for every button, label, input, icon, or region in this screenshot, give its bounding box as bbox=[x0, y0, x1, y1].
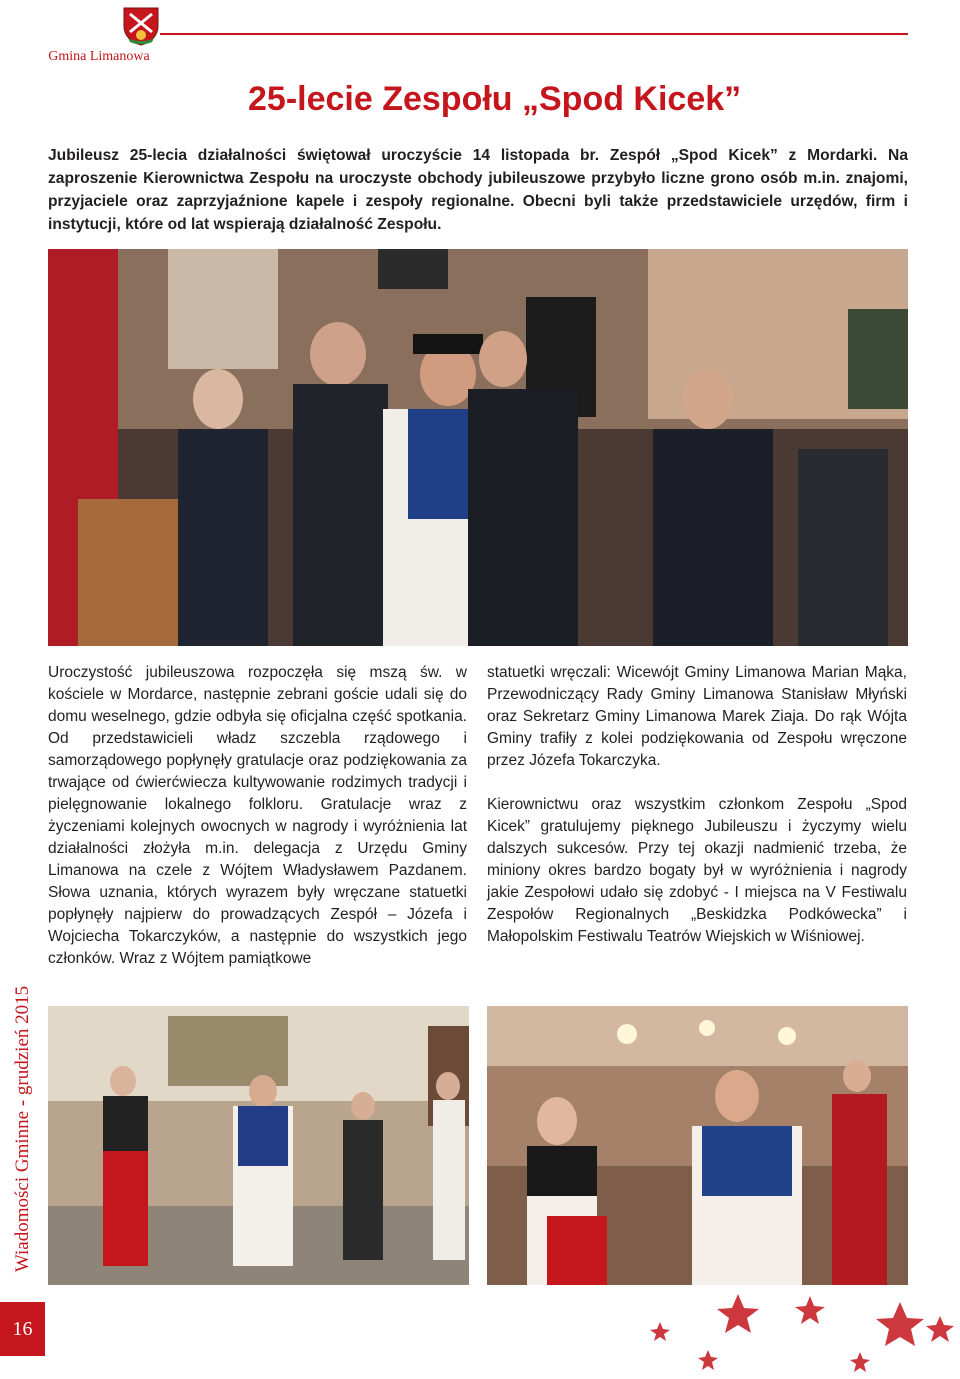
folk-dancers-photo-left bbox=[48, 1006, 469, 1285]
coat-of-arms-icon bbox=[122, 6, 160, 46]
column-right-paragraph-1: statuetki wręczali: Wicewójt Gminy Limanowa Marian Mąka, Przewodniczący Rady Gminy Limanowa Stanisław Młyński oraz Sekretarz Gminy Limanowa Marek Ziaja. Do rąk Wójta Gminy trafiły z kolei podziękowania od Zespołu wręczone przez Józefa Tokarczyka. bbox=[487, 664, 907, 769]
star-icon bbox=[926, 1316, 954, 1342]
decorative-stars bbox=[600, 1282, 960, 1379]
gmina-logo bbox=[44, 2, 154, 66]
page-number: 16 bbox=[12, 1318, 33, 1340]
star-icon bbox=[717, 1294, 759, 1333]
column-left-text: Uroczystość jubileuszowa rozpoczęła się mszą św. w kościele w Mordarce, następnie zebrani goście udali się do domu weselnego, gdzie odbyła się oficjalna część spotkania. Od przedstawicieli władz szczebla rządowego i samorządowego popłynęły gratulacje oraz podziękowania za trwające od ćwierćwiecza kultywowanie rodzimych tradycji i pielęgnowanie lokalnego folkloru. Gratulacje wraz z życzeniami kolejnych owocnych w nagrody i wyróżnienia lat działalności złożyła m.in. delegacja z Urzędu Gminy Limanowa na czele z Wójtem Władysławem Pazdanem. Słowa uznania, których wyrazem były wręczane statuetki popłynęły najpierw do prowadzących Zespół – Józefa i Wojciecha Tokarczyków, a następnie do wszystkich jego członków. Wraz z Wójtem pamiątkowe bbox=[48, 664, 467, 967]
column-right bbox=[487, 662, 907, 948]
star-icon bbox=[876, 1302, 924, 1346]
article-title: 25-lecie Zespołu „Spod Kicek” bbox=[248, 80, 742, 118]
column-right-paragraph-2: Kierownictwu oraz wszystkim członkom Zespołu „Spod Kicek” gratulujemy pięknego Jubileuszu i życzymy wielu dalszych sukcesów. Przy tej okazji nadmienić trzeba, że miniony okres bardzo bogaty był w wyróżnienia i nagrody jakie Zespołowi udało się zdobyć - I miejsca na V Festiwalu Zespołów Regionalnych „Beskidzka Podkówecka” i Małopolskim Festiwalu Teatrów Wiejskich w Wiśniowej. bbox=[487, 796, 907, 945]
column-left bbox=[48, 662, 467, 970]
issue-label: Wiadomości Gminne - grudzień 2015 bbox=[12, 985, 33, 1273]
star-icon bbox=[650, 1322, 670, 1341]
star-icon bbox=[795, 1296, 825, 1324]
folk-dancers-photo-right bbox=[487, 1006, 908, 1285]
logo-text: Gmina Limanowa bbox=[48, 49, 150, 64]
issue-sidebar bbox=[10, 970, 36, 1288]
star-icon bbox=[698, 1350, 718, 1370]
article-lead: Jubileusz 25-lecia działalności świętował uroczyście 14 listopada br. Zespół „Spod Kicek” z Mordarki. Na zaproszenie Kierownictwa Zespołu na uroczyste obchody jubileuszowe przybyło liczne grono osób m.in. znajomi, przyjaciele oraz zaprzyjaźnione kapele i zespoły regionalne. Obecni byli także przedstawiciele urzędów, firm i instytucji, które od lat wspierają działalność Zespołu. bbox=[48, 147, 908, 233]
header-rule bbox=[160, 33, 908, 35]
ceremony-photo bbox=[48, 249, 908, 646]
star-icon bbox=[850, 1352, 870, 1372]
